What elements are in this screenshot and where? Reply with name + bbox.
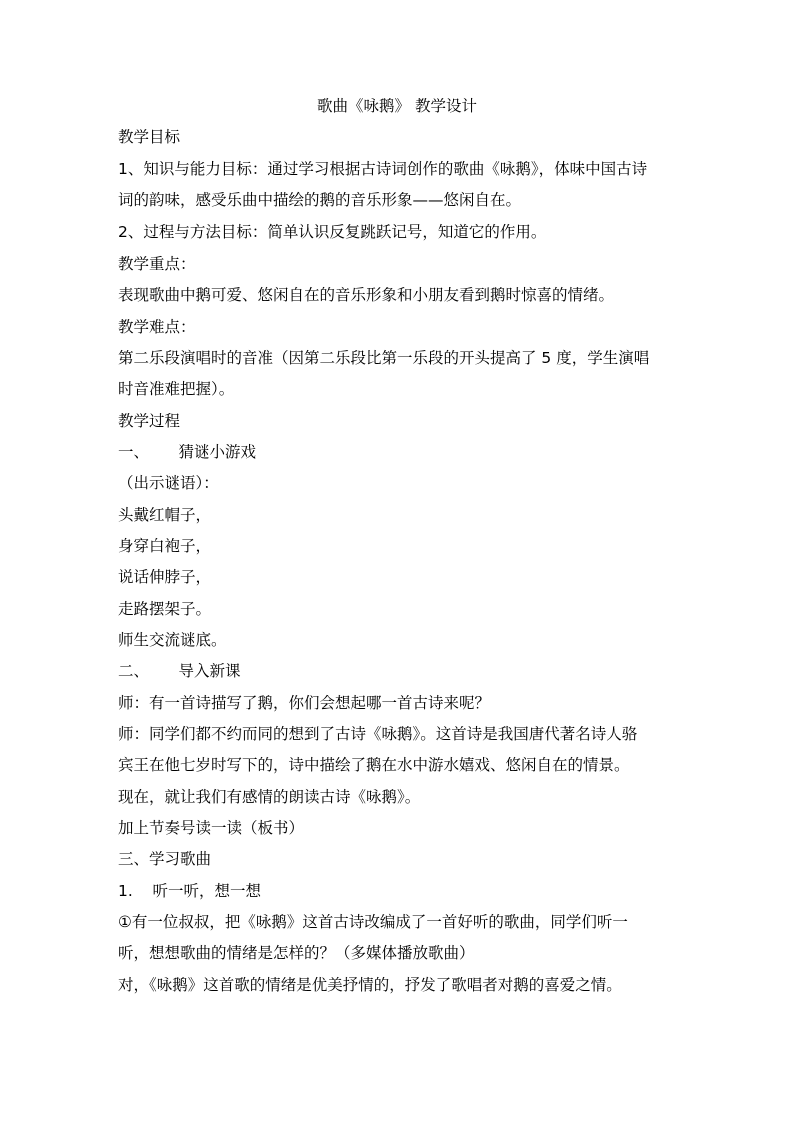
paragraph-line: 师：有一首诗描写了鹅，你们会想起哪一首古诗来呢？ <box>118 694 491 712</box>
heading-key-points: 教学重点： <box>118 255 196 273</box>
riddle-line: 说话伸脖子， <box>118 568 212 586</box>
heading-teaching-goals: 教学目标 <box>118 128 181 146</box>
paragraph-line: （出示谜语）： <box>118 474 219 492</box>
heading-difficulties: 教学难点： <box>118 318 196 336</box>
paragraph-line: 第二乐段演唱时的音准（因第二乐段比第一乐段的开头提高了 5 度，学生演唱 <box>118 349 650 367</box>
riddle-line: 身穿白袍子， <box>118 537 212 555</box>
paragraph-line: 词的韵味，感受乐曲中描绘的鹅的音乐形象——悠闲自在。 <box>118 191 522 209</box>
section-heading-new-lesson: 二、 导入新课 <box>118 662 241 680</box>
subsection-heading-listen: 1. 听一听，想一想 <box>118 882 261 900</box>
riddle-line: 走路摆架子。 <box>118 600 212 618</box>
heading-teaching-process: 教学过程 <box>118 412 181 430</box>
paragraph-line: 时音准难把握）。 <box>118 380 235 398</box>
document-title: 歌曲《咏鹅》 教学设计 <box>317 97 477 115</box>
paragraph-line: 1、知识与能力目标：通过学习根据古诗词创作的歌曲《咏鹅》，体味中国古诗 <box>118 160 648 178</box>
paragraph-line: 2、过程与方法目标：简单认识反复跳跃记号，知道它的作用。 <box>118 223 547 241</box>
section-heading-riddle-game: 一、 猜谜小游戏 <box>118 443 257 461</box>
paragraph-line: 加上节奏号读一读（板书） <box>118 819 305 837</box>
paragraph-line: 师生交流谜底。 <box>118 631 227 649</box>
paragraph-line: 听，想想歌曲的情绪是怎样的？（多媒体播放歌曲） <box>118 944 475 962</box>
riddle-line: 头戴红帽子， <box>118 506 212 524</box>
paragraph-line: 师：同学们都不约而同的想到了古诗《咏鹅》。这首诗是我国唐代著名诗人骆 <box>118 725 638 743</box>
paragraph-line: 现在，就让我们有感情的朗读古诗《咏鹅》。 <box>118 788 421 806</box>
paragraph-line: 表现歌曲中鹅可爱、悠闲自在的音乐形象和小朋友看到鹅时惊喜的情绪。 <box>118 286 615 304</box>
section-heading-learn-song: 三、学习歌曲 <box>118 850 212 868</box>
paragraph-line: 对，《咏鹅》这首歌的情绪是优美抒情的，抒发了歌唱者对鹅的喜爱之情。 <box>118 976 622 994</box>
paragraph-line: ①有一位叔叔，把《咏鹅》这首古诗改编成了一首好听的歌曲，同学们听一 <box>118 913 628 931</box>
paragraph-line: 宾王在他七岁时写下的，诗中描绘了鹅在水中游水嬉戏、悠闲自在的情景。 <box>118 756 630 774</box>
